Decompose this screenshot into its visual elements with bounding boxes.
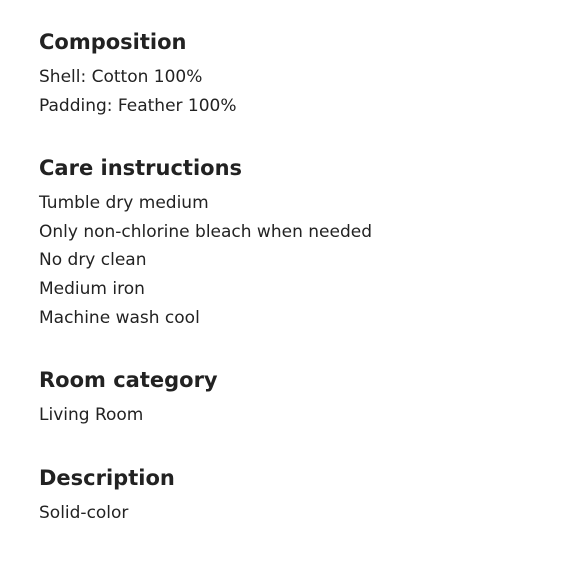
description-heading: Description bbox=[39, 465, 175, 490]
care-instructions-heading: Care instructions bbox=[39, 156, 243, 181]
description-list bbox=[39, 499, 580, 528]
care-iron: Medium iron bbox=[39, 278, 145, 299]
description-section bbox=[39, 464, 580, 528]
care-bleach: Only non-chlorine bleach when needed bbox=[39, 221, 372, 242]
room-category-list bbox=[39, 401, 580, 430]
care-tumble-dry: Tumble dry medium bbox=[39, 193, 209, 214]
care-instructions-list bbox=[39, 189, 580, 332]
composition-shell: Shell: Cotton 100% bbox=[39, 67, 203, 87]
composition-section bbox=[39, 28, 580, 120]
room-category-value: Living Room bbox=[39, 405, 144, 426]
room-category-heading: Room category bbox=[39, 368, 218, 393]
composition-heading: Composition bbox=[39, 30, 187, 54]
description-value: Solid-color bbox=[39, 502, 129, 523]
composition-list bbox=[39, 63, 580, 120]
composition-padding: Padding: Feather 100% bbox=[39, 95, 237, 116]
room-category-section bbox=[39, 366, 580, 430]
care-instructions-section bbox=[39, 154, 580, 332]
care-machine-wash: Machine wash cool bbox=[39, 307, 200, 328]
care-dry-clean: No dry clean bbox=[39, 250, 147, 271]
